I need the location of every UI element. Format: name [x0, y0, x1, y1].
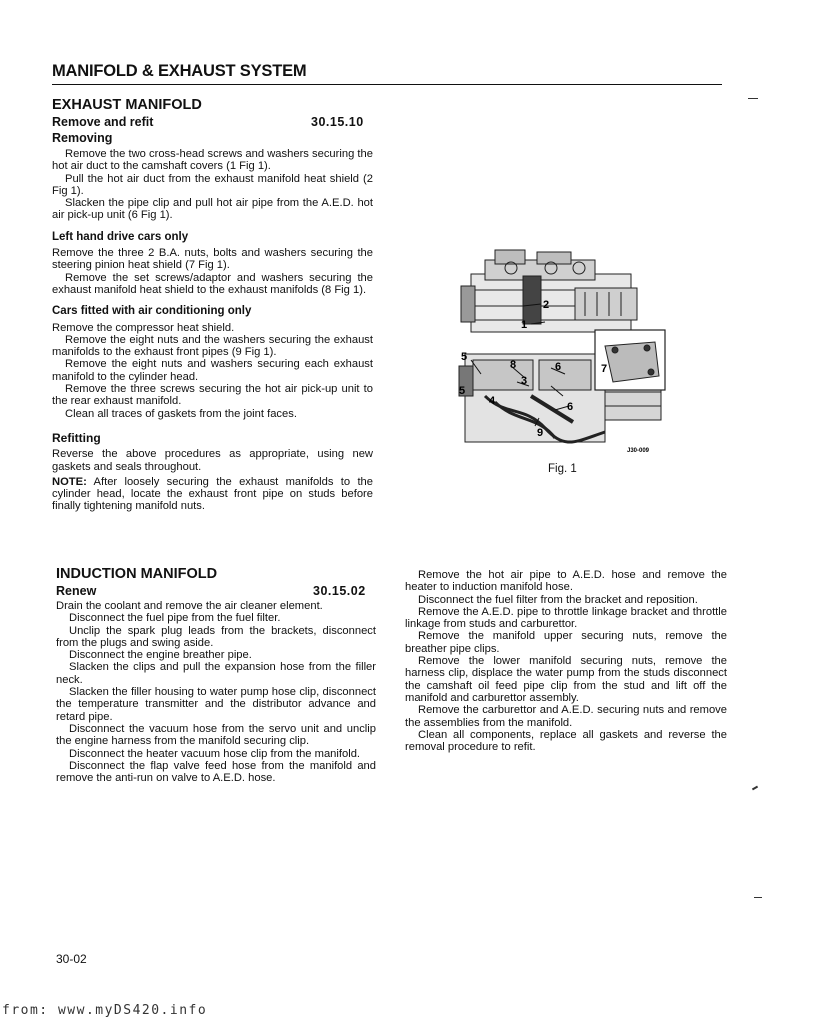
figure-code: J30-009 [627, 448, 650, 454]
paragraph: Slacken the clips and pull the expansion hose from the filler neck. [56, 661, 376, 686]
header-rule [52, 84, 722, 85]
paragraph: Slacken the pipe clip and pull hot air pipe from the A.E.D. hot air pick-up unit (6 Fig 1). [52, 197, 373, 222]
paragraph: Disconnect the fuel pipe from the fuel filter. [69, 612, 281, 625]
paragraph: Disconnect the fuel filter from the bracket and reposition. [418, 593, 698, 606]
margin-mark [754, 897, 762, 898]
paragraph: Reverse the above procedures as appropriate, using new gaskets and seals throughout. [52, 448, 373, 473]
figure-callout-9: 9 [537, 427, 544, 439]
removing-heading: Removing [52, 131, 113, 145]
watermark: from: www.myDS420.info [2, 1003, 208, 1018]
exhaust-subtitle: Remove and refit [52, 115, 154, 129]
paragraph: Disconnect the heater vacuum hose clip from the manifold. [69, 747, 361, 760]
figure-callout-6a: 6 [555, 361, 562, 373]
margin-mark [752, 786, 758, 791]
induction-left-body [56, 600, 376, 784]
paragraph: Disconnect the flap valve feed hose from the manifold and remove the anti-run on valve to A.E.D. hose. [56, 759, 376, 785]
paragraph: Remove the eight nuts and washers securing each exhaust manifold to the cylinder head. [52, 358, 373, 383]
paragraph: Pull the hot air duct from the exhaust manifold heat shield (2 Fig 1). [52, 172, 373, 197]
engine-illustration [455, 246, 667, 456]
figure-callout-2: 2 [543, 299, 550, 311]
page-header: MANIFOLD & EXHAUST SYSTEM [52, 62, 307, 80]
paragraph: Remove the three screws securing the hot air pick-up unit to the rear exhaust manifold. [52, 383, 373, 408]
note-label: NOTE: [52, 475, 87, 488]
page-number: 30-02 [56, 952, 87, 966]
paragraph: Remove the eight nuts and the washers securing the exhaust manifolds to the exhaust front pipes (9 Fig 1). [52, 333, 373, 359]
paragraph: Remove the carburettor and A.E.D. securing nuts and remove the assemblies from the manifold. [405, 704, 727, 729]
paragraph: Disconnect the vacuum hose from the servo unit and unclip the engine harness from the manifold securing clip. [56, 722, 376, 748]
margin-mark [748, 98, 758, 99]
induction-title: INDUCTION MANIFOLD [56, 566, 218, 582]
figure-callout-8: 8 [510, 359, 517, 371]
ac-heading: Cars fitted with air conditioning only [52, 305, 252, 318]
paragraph: Remove the three 2 B.A. nuts, bolts and washers securing the steering pinion heat shield (7 Fig 1). [52, 247, 373, 272]
exhaust-ref: 30.15.10 [311, 115, 364, 129]
figure-callout-4: 4 [489, 395, 496, 407]
figure-callout-7: 7 [601, 363, 608, 375]
exhaust-body [52, 148, 373, 513]
paragraph: Remove the lower manifold securing nuts, remove the harness clip, displace the water pump from the studs disconnect the camshaft oil feed pipe clip from the stud and lift off the manifold and carburettor assembly. [405, 655, 727, 704]
lhd-heading: Left hand drive cars only [52, 230, 189, 243]
paragraph: Slacken the filler housing to water pump hose clip, disconnect the temperature transmitter and the distributor advance and retard pipe. [56, 686, 376, 723]
note-text: After loosely securing the exhaust manifolds to the cylinder head, locate the exhaust front pipe on studs before finally tightening manifold nuts. [52, 475, 373, 513]
figure-callout-5a: 5 [461, 351, 468, 363]
paragraph: Drain the coolant and remove the air cleaner element. [56, 600, 323, 612]
refitting-heading: Refitting [52, 430, 101, 445]
paragraph: Disconnect the engine breather pipe. [69, 649, 252, 662]
induction-right-body [405, 569, 727, 753]
induction-ref: 30.15.02 [313, 584, 366, 598]
paragraph: Remove the two cross-head screws and washers securing the hot air duct to the camshaft covers (1 Fig 1). [52, 148, 373, 173]
figure-callout-1: 1 [521, 319, 528, 331]
paragraph: Remove the A.E.D. pipe to throttle linkage bracket and throttle linkage from studs and carburettor. [405, 605, 727, 631]
paragraph: Unclip the spark plug leads from the brackets, disconnect from the plugs and swing aside. [56, 624, 376, 649]
paragraph: Remove the compressor heat shield. [52, 321, 235, 334]
exhaust-title: EXHAUST MANIFOLD [52, 97, 202, 113]
paragraph: Remove the set screws/adaptor and washers securing the exhaust manifold heat shield to the exhaust manifolds (8 Fig 1). [52, 271, 373, 296]
paragraph: Remove the hot air pipe to A.E.D. hose and remove the heater to induction manifold hose. [405, 569, 727, 594]
paragraph: Remove the manifold upper securing nuts, remove the breather pipe clips. [405, 630, 727, 655]
figure-caption: Fig. 1 [548, 463, 577, 475]
paragraph: Clean all components, replace all gaskets and reverse the removal procedure to refit. [405, 728, 727, 754]
paragraph: Clean all traces of gaskets from the joint faces. [65, 407, 297, 420]
induction-subtitle: Renew [56, 584, 97, 598]
figure-callout-5b: 5 [459, 385, 466, 397]
figure-callout-3: 3 [521, 375, 528, 387]
figure-callout-6b: 6 [567, 401, 574, 413]
note-paragraph [52, 476, 373, 513]
